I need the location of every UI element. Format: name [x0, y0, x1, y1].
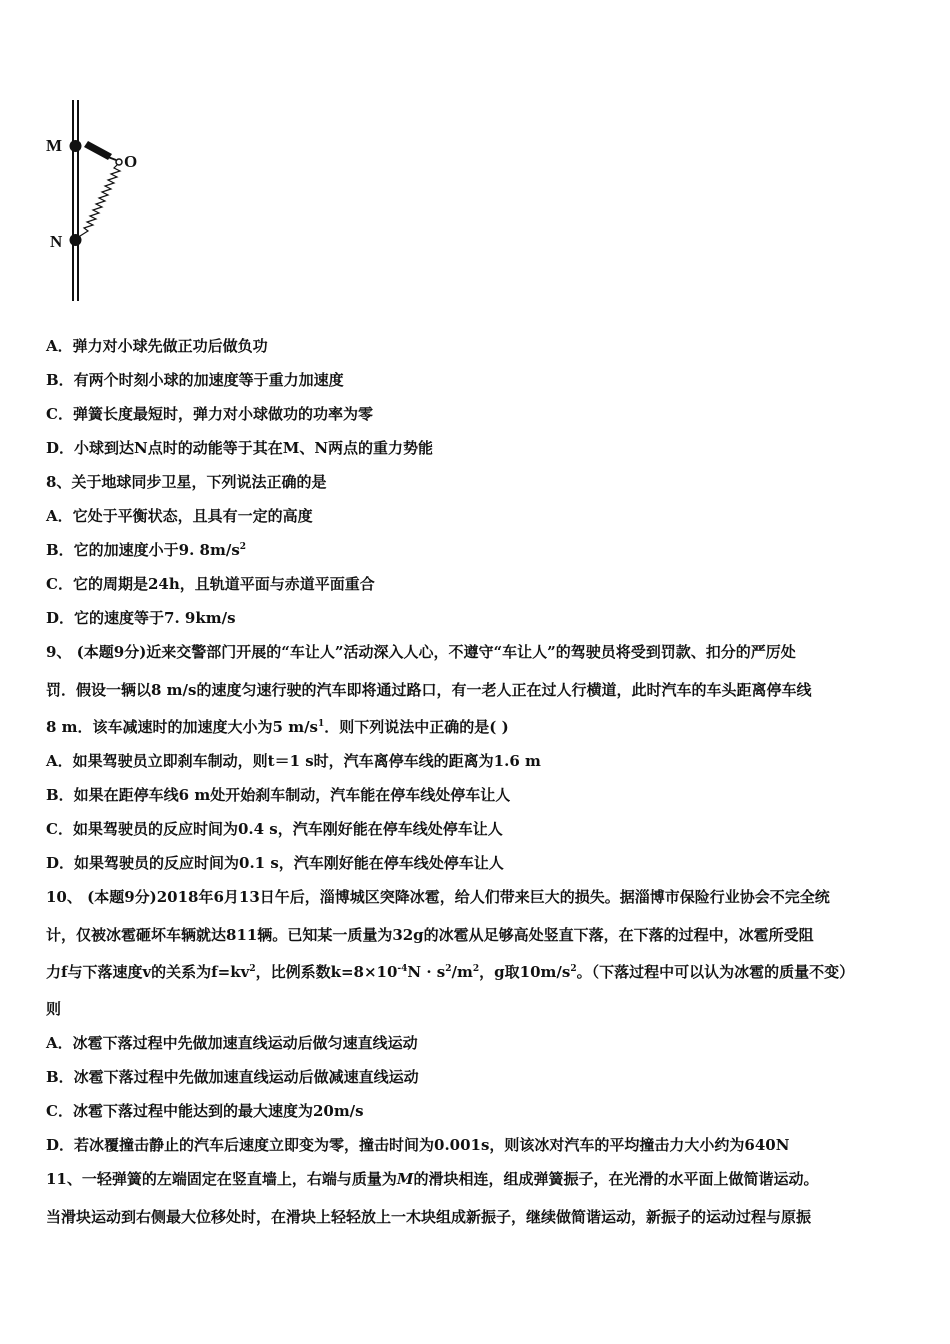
q9-line-3: [46, 717, 509, 737]
q7-option-b: B．有两个时刻小球的加速度等于重力加速度: [46, 371, 344, 389]
q9-line-1: 9、 (本题9分)近来交警部门开展的“车让人”活动深入人心，不遵守“车让人”的驾驶员将受到罚款、扣分的严厉处: [46, 643, 796, 661]
rod-spring-diagram: [40, 96, 150, 306]
q10-line-3-sup5: 2: [570, 964, 577, 974]
spring-mo-body: [84, 141, 112, 160]
q8-option-b-sup: 2: [239, 542, 247, 552]
q9-option-a: A．如果驾驶员立即刹车制动，则t＝1 s时，汽车离停车线的距离为1.6 m: [46, 752, 541, 770]
point-o: [116, 159, 122, 165]
q7-option-c: C．弹簧长度最短时，弹力对小球做功的功率为零: [46, 405, 373, 423]
q10-line-3-sup3: 2: [445, 964, 452, 974]
q8-option-c: C．它的周期是24h，且轨道平面与赤道平面重合: [46, 575, 375, 593]
q10-line-3: [46, 962, 854, 982]
q9-line-3-b: ．则下列说法中正确的是( ): [324, 718, 509, 736]
spring-on: [80, 165, 120, 236]
q8-option-a: A．它处于平衡状态，且具有一定的高度: [46, 507, 313, 525]
q10-line-2: 计，仅被冰雹砸坏车辆就达811辆。已知某一质量为32g的冰雹从足够高处竖直下落，在下落的过程中，冰雹所受阻: [46, 926, 814, 944]
q11-line-1-var: M: [396, 1170, 414, 1188]
label-n: N: [50, 232, 63, 251]
q10-option-a: A．冰雹下落过程中先做加速直线运动后做匀速直线运动: [46, 1034, 418, 1052]
q9-line-3-sup: 1: [318, 719, 325, 729]
q10-line-1: 10、 (本题9分)2018年6月13日午后，淄博城区突降冰雹，给人们带来巨大的损失。据淄博市保险行业协会不完全统: [46, 888, 830, 906]
q9-option-d: D．如果驾驶员的反应时间为0.1 s，汽车刚好能在停车线处停车让人: [46, 854, 504, 872]
rod-spring-figure: [40, 96, 150, 306]
q10-line-3-a: 力f与下落速度v的关系为f=kv: [46, 963, 250, 981]
q10-line-3-f: 。（下落过程中可以认为冰雹的质量不变）: [576, 963, 855, 981]
q8-option-b: [46, 540, 246, 560]
q7-option-a: A．弹力对小球先做正功后做负功: [46, 337, 268, 355]
q10-line-3-sup4: 2: [472, 964, 480, 974]
ball-m: [70, 140, 82, 152]
q11-line-1-a: 11、一轻弹簧的左端固定在竖直墙上，右端与质量为: [46, 1170, 397, 1188]
q8-option-b-text: B．它的加速度小于9. 8m/s: [46, 541, 240, 559]
q10-line-3-sup2: -4: [397, 964, 408, 974]
q11-line-1-b: 的滑块相连，组成弹簧振子，在光滑的水平面上做简谐运动。: [413, 1170, 819, 1188]
q11-line-1: [46, 1169, 819, 1189]
ball-n: [70, 234, 82, 246]
q10-option-d: D．若冰覆撞击静止的汽车后速度立即变为零，撞击时间为0.001s，则该冰对汽车的平均撞击力大小约为640N: [46, 1136, 790, 1154]
q9-line-2: 罚．假设一辆以8 m/s的速度匀速行驶的汽车即将通过路口，有一老人正在过人行横道，此时汽车的车头距离停车线: [46, 681, 812, 699]
label-o: O: [124, 152, 138, 171]
q8-stem: 8、关于地球同步卫星，下列说法正确的是: [46, 473, 327, 491]
q10-line-3-sup1: 2: [249, 964, 256, 974]
label-m: M: [46, 136, 63, 155]
q7-option-d: D．小球到达N点时的动能等于其在M、N两点的重力势能: [46, 439, 434, 457]
q8-option-d: D．它的速度等于7. 9km/s: [46, 609, 236, 627]
q10-option-b: B．冰雹下落过程中先做加速直线运动后做减速直线运动: [46, 1068, 419, 1086]
q11-line-2: 当滑块运动到右侧最大位移处时，在滑块上轻轻放上一木块组成新振子，继续做简谐运动，新振子的运动过程与原振: [46, 1208, 812, 1226]
q9-option-c: C．如果驾驶员的反应时间为0.4 s，汽车刚好能在停车线处停车让人: [46, 820, 503, 838]
q9-option-b: B．如果在距停车线6 m处开始刹车制动，汽车能在停车线处停车让人: [46, 786, 511, 804]
q10-line-3-d: /m: [451, 963, 473, 981]
q9-line-3-a: 8 m．该车减速时的加速度大小为5 m/s: [46, 718, 318, 736]
q10-line-3-c: N · s: [407, 963, 446, 981]
q10-line-4: 则: [46, 1000, 62, 1018]
q10-option-c: C．冰雹下落过程中能达到的最大速度为20m/s: [46, 1102, 364, 1120]
q10-line-3-e: ，g取10m/s: [479, 963, 571, 981]
q10-line-3-b: ，比例系数k=8×10: [255, 963, 398, 981]
